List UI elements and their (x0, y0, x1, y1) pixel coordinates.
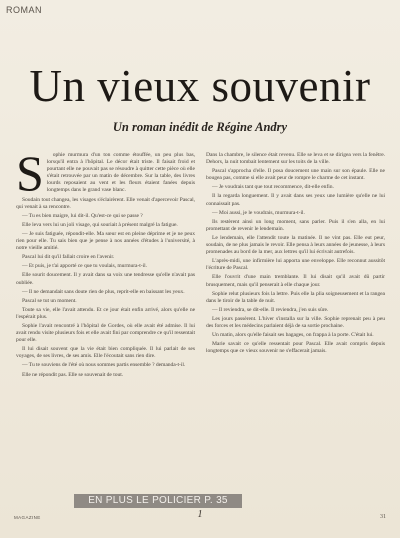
paragraph: Sophie l'avait rencontré à l'hôpital de Gordes, où elle avait été admise. Il lui avait rendu visite plusieurs fois et elle avait fini par comprendre ce qu'il ressentait pour elle. (16, 322, 195, 344)
paragraph: — Il reviendra, se dit-elle. Il reviendra, j'en suis sûre. (212, 306, 329, 313)
paragraph: Soudain tout changea, les visages s'éclairèrent. Elle venait d'apercevoir Pascal, qui venait à sa rencontre. (16, 196, 195, 210)
paragraph: — Tu es bien maigre, lui dit-il. Qu'est-ce qui se passe ? (22, 212, 143, 219)
paragraph: Un matin, alors qu'elle faisait ses bagages, on frappa à la porte. C'était lui. (212, 332, 374, 339)
paragraph: Pascal s'approcha d'elle. Il posa doucement une main sur son épaule. Elle ne bougea pas, comme si elle avait peur de rompre le charme de cet instant. (206, 168, 385, 182)
paragraph: — Il ne demandait sans doute rien de plus, reprit-elle en baissant les yeux. (22, 288, 185, 295)
footer-episode-number: 1 (197, 509, 203, 520)
paragraph: L'après-midi, une infirmière lui apporta une enveloppe. Elle reconnut aussitôt l'écriture de Pascal. (206, 258, 385, 272)
paragraph: Les jours passèrent. L'hiver s'installa sur la ville. Sophie reprenait peu à peu des forces et les médecins parlaient déjà de sa sortie prochaine. (206, 315, 385, 329)
text-column-left (16, 152, 195, 507)
paragraph: Toute sa vie, elle l'avait attendu. Et ce jour était enfin arrivé, alors qu'elle ne l'espérait plus. (16, 306, 195, 320)
paragraph: Dans la chambre, le silence était revenu. Elle se leva et se dirigea vers la fenêtre. Dehors, la nuit tombait lentement sur les toits de la ville. (206, 152, 385, 166)
paragraph: Sophie relut plusieurs fois la lettre. Puis elle la plia soigneusement et la rangea dans le tiroir de la table de nuit. (206, 290, 385, 304)
paragraph: Le lendemain, elle l'attendit toute la matinée. Il ne vint pas. Elle eut peur, soudain, de ne plus jamais le revoir. Elle pensa à leurs années de jeunesse, à leurs promenades au bord de la mer, aux lettres qu'il lui écrivait autrefois. (206, 234, 385, 256)
paragraph: — Moi aussi, je le voudrais, murmura-t-il. (212, 209, 305, 216)
article-subtitle: Un roman inédit de Régine Andry (112, 120, 288, 134)
paragraph: — Et puis, je t'ai apporté ce que tu voulais, murmura-t-il. (22, 263, 147, 270)
article-title: Un vieux souvenir (29, 61, 371, 111)
paragraph: Il la regarda longuement. Il y avait dans ses yeux une lumière qu'elle ne lui connaissait pas. (206, 193, 385, 207)
text-column-right (206, 152, 385, 507)
paragraph: — Je voudrais tant que tout recommence, dit-elle enfin. (212, 184, 334, 191)
paragraph: Elle sourit doucement. Il y avait dans sa voix une tendresse qu'elle n'avait pas oubliée. (16, 272, 195, 286)
paragraph: Pascal se tut un moment. (22, 297, 77, 304)
paragraph: — Tu te souviens de l'été où nous sommes partis ensemble ? demanda-t-il. (22, 362, 186, 369)
paragraph: Il lui disait souvent que la vie était bien compliquée. Il lui parlait de ses voyages, de ses livres, de ses amis. Elle l'écoutait sans rien dire. (16, 346, 195, 360)
paragraph: Ils restèrent ainsi un long moment, sans parler. Puis il s'en alla, en lui promettant de revenir le lendemain. (206, 218, 385, 232)
paragraph: Elle l'ouvrit d'une main tremblante. Il lui disait qu'il avait dû partir brusquement, mais qu'il penserait à elle chaque jour. (206, 274, 385, 288)
section-rubric: ROMAN (6, 5, 42, 15)
paragraph: Elle ne répondit pas. Elle se souvenait de tout. (22, 371, 124, 378)
paragraph: — Je suis fatiguée, répondit-elle. Ma sœur est en pleine déprime et je ne peux rien pour elle. Tu sais bien que je pense à nos années d'études à l'université, à notre vieille amitié. (16, 230, 195, 252)
drop-cap: S (16, 152, 44, 201)
footer-publication: MAGAZINE (14, 515, 41, 520)
page-number: 31 (380, 514, 386, 520)
promo-banner[interactable]: EN PLUS LE POLICIER P. 35 (74, 494, 242, 508)
article-body (16, 152, 386, 507)
paragraph: ophie murmura d'un ton comme étouffée, un peu plus bas, lorsqu'il entra à l'hôpital. Le décor était triste. Il faisait froid et pourtant elle ne pouvait pas se résoudre à quitter cette pièce où elle s'était retrouvée par un matin de décembre. Sur la table, des livres lourds reposaient au vent et les fleurs étaient fanées depuis longtemps dans le grand vase blanc. (46, 152, 195, 194)
paragraph: Pascal lui dit qu'il fallait croire en l'avenir. (22, 254, 115, 261)
paragraph: Elle leva vers lui un joli visage, qui souriait à présent malgré la fatigue. (22, 221, 178, 228)
paragraph: Marie savait ce qu'elle ressentait pour Pascal. Elle avait compris depuis longtemps que ce vieux souvenir ne s'effacerait jamais. (206, 341, 385, 355)
